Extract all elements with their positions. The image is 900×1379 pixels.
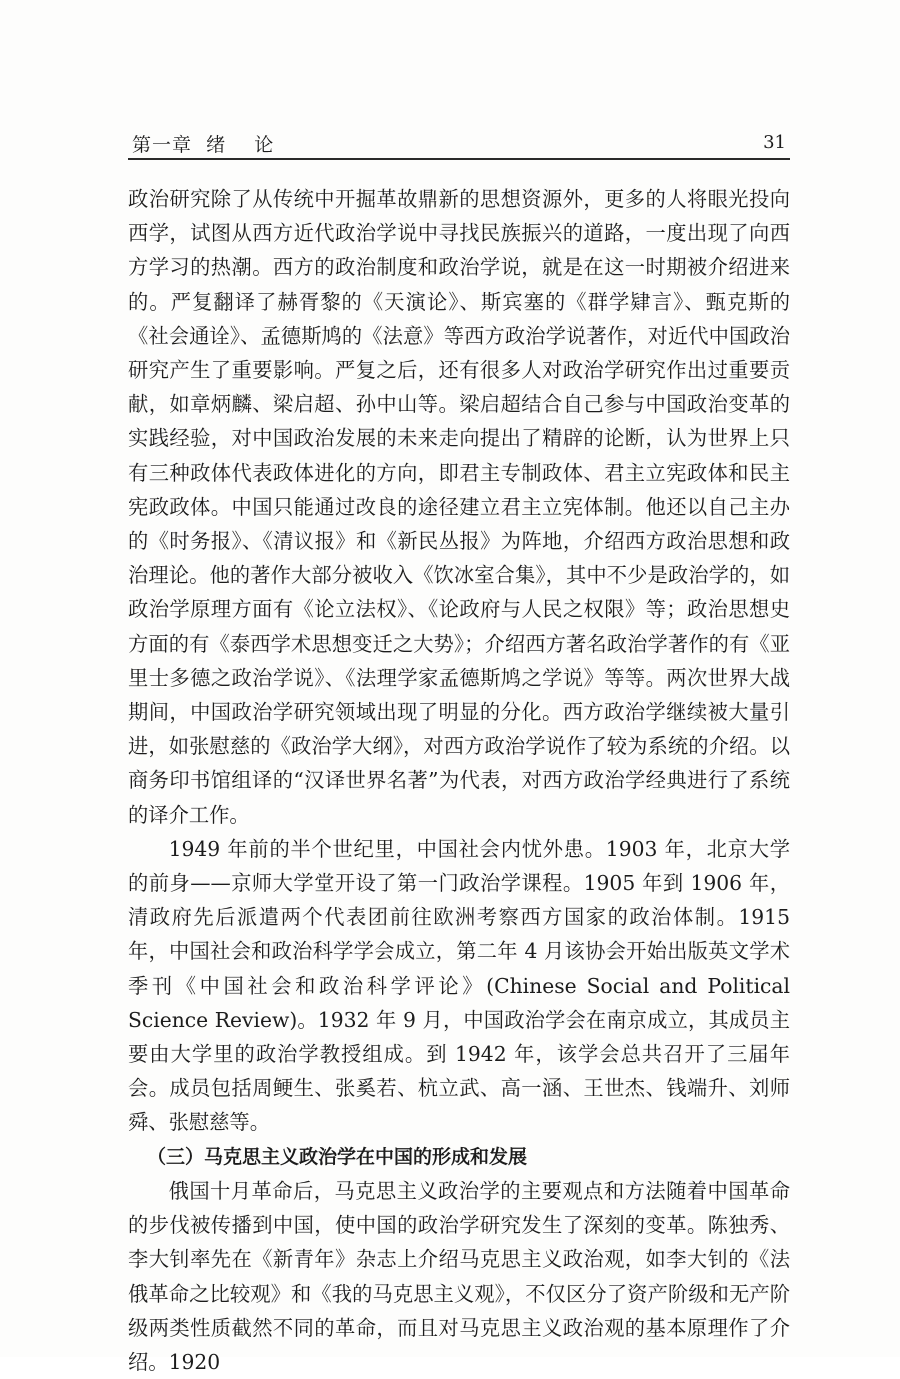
header-rule	[128, 158, 790, 160]
section-heading: （三）马克思主义政治学在中国的形成和发展	[147, 1145, 528, 1168]
paragraph-western-politics: 政治研究除了从传统中开掘革故鼎新的思想资源外，更多的人将眼光投向西学，试图从西方近代政治学说中寻找民族振兴的道路，一度出现了向西方学习的热潮。西方的政治制度和政治学说，就是在这一时期被介绍进来的。严复翻译了赫胥黎的《天演论》、斯宾塞的《群学肄言》、甄克斯的《社会通诠》、孟德斯鸠的《法意》等西方政治学说著作，对近代中国政治研究产生了重要影响。严复之后，还有很多人对政治学研究作出过重要贡献，如章炳麟、梁启超、孙中山等。梁启超结合自己参与中国政治变革的实践经验，对中国政治发展的未来走向提出了精辟的论断，认为世界上只有三种政体代表政体进化的方向，即君主专制政体、君主立宪政体和民主宪政政体。中国只能通过改良的途径建立君主立宪体制。他还以自己主办的《时务报》、《清议报》和《新民丛报》为阵地，介绍西方政治思想和政治理论。他的著作大部分被收入《饮冰室合集》，其中不少是政治学的，如政治学原理方面有《论立法权》、《论政府与人民之权限》等；政治思想史方面的有《泰西学术思想变迁之大势》；介绍西方著名政治学著作的有《亚里士多德之政治学说》、《法理学家孟德斯鸠之学说》等等。两次世界大战期间，中国政治学研究领域出现了明显的分化。西方政治学继续被大量引进，如张慰慈的《政治学大纲》，对西方政治学说作了较为系统的介绍。以商务印书馆组译的“汉译世界名著”为代表，对西方政治学经典进行了系统的译介工作。	[128, 187, 790, 827]
chapter-title: 第一章 绪 论	[132, 134, 275, 156]
paragraph-pre-1949: 1949 年前的半个世纪里，中国社会内忧外患。1903 年，北京大学的前身——京师大学堂开设了第一门政治学课程。1905 年到 1906 年，清政府先后派遣两个代表团前往欧洲考察西方国家的政治体制。1915 年，中国社会和政治科学学会成立，第二年 4 月该协会开始出版英文学术季刊《中国社会和政治科学评论》(Chinese Social and Political Science Review)。1932 年 9 月，中国政治学会在南京成立，其成员主要由大学里的政治学教授组成。到 1942 年，该学会总共召开了三届年会。成员包括周鲠生、张奚若、杭立武、高一涵、王世杰、钱端升、刘师舜、张慰慈等。	[128, 836, 790, 1135]
body-text	[128, 182, 790, 1379]
paragraph-marxism: 俄国十月革命后，马克思主义政治学的主要观点和方法随着中国革命的步伐被传播到中国，使中国的政治学研究发生了深刻的变革。陈独秀、李大钊率先在《新青年》杂志上介绍马克思主义政治观，如李大钊的《法俄革命之比较观》和《我的马克思主义观》，不仅区分了资产阶级和无产阶级两类性质截然不同的革命，而且对马克思主义政治观的基本原理作了介绍。1920	[128, 1178, 790, 1374]
page-number: 31	[763, 132, 786, 153]
running-head	[128, 128, 790, 160]
